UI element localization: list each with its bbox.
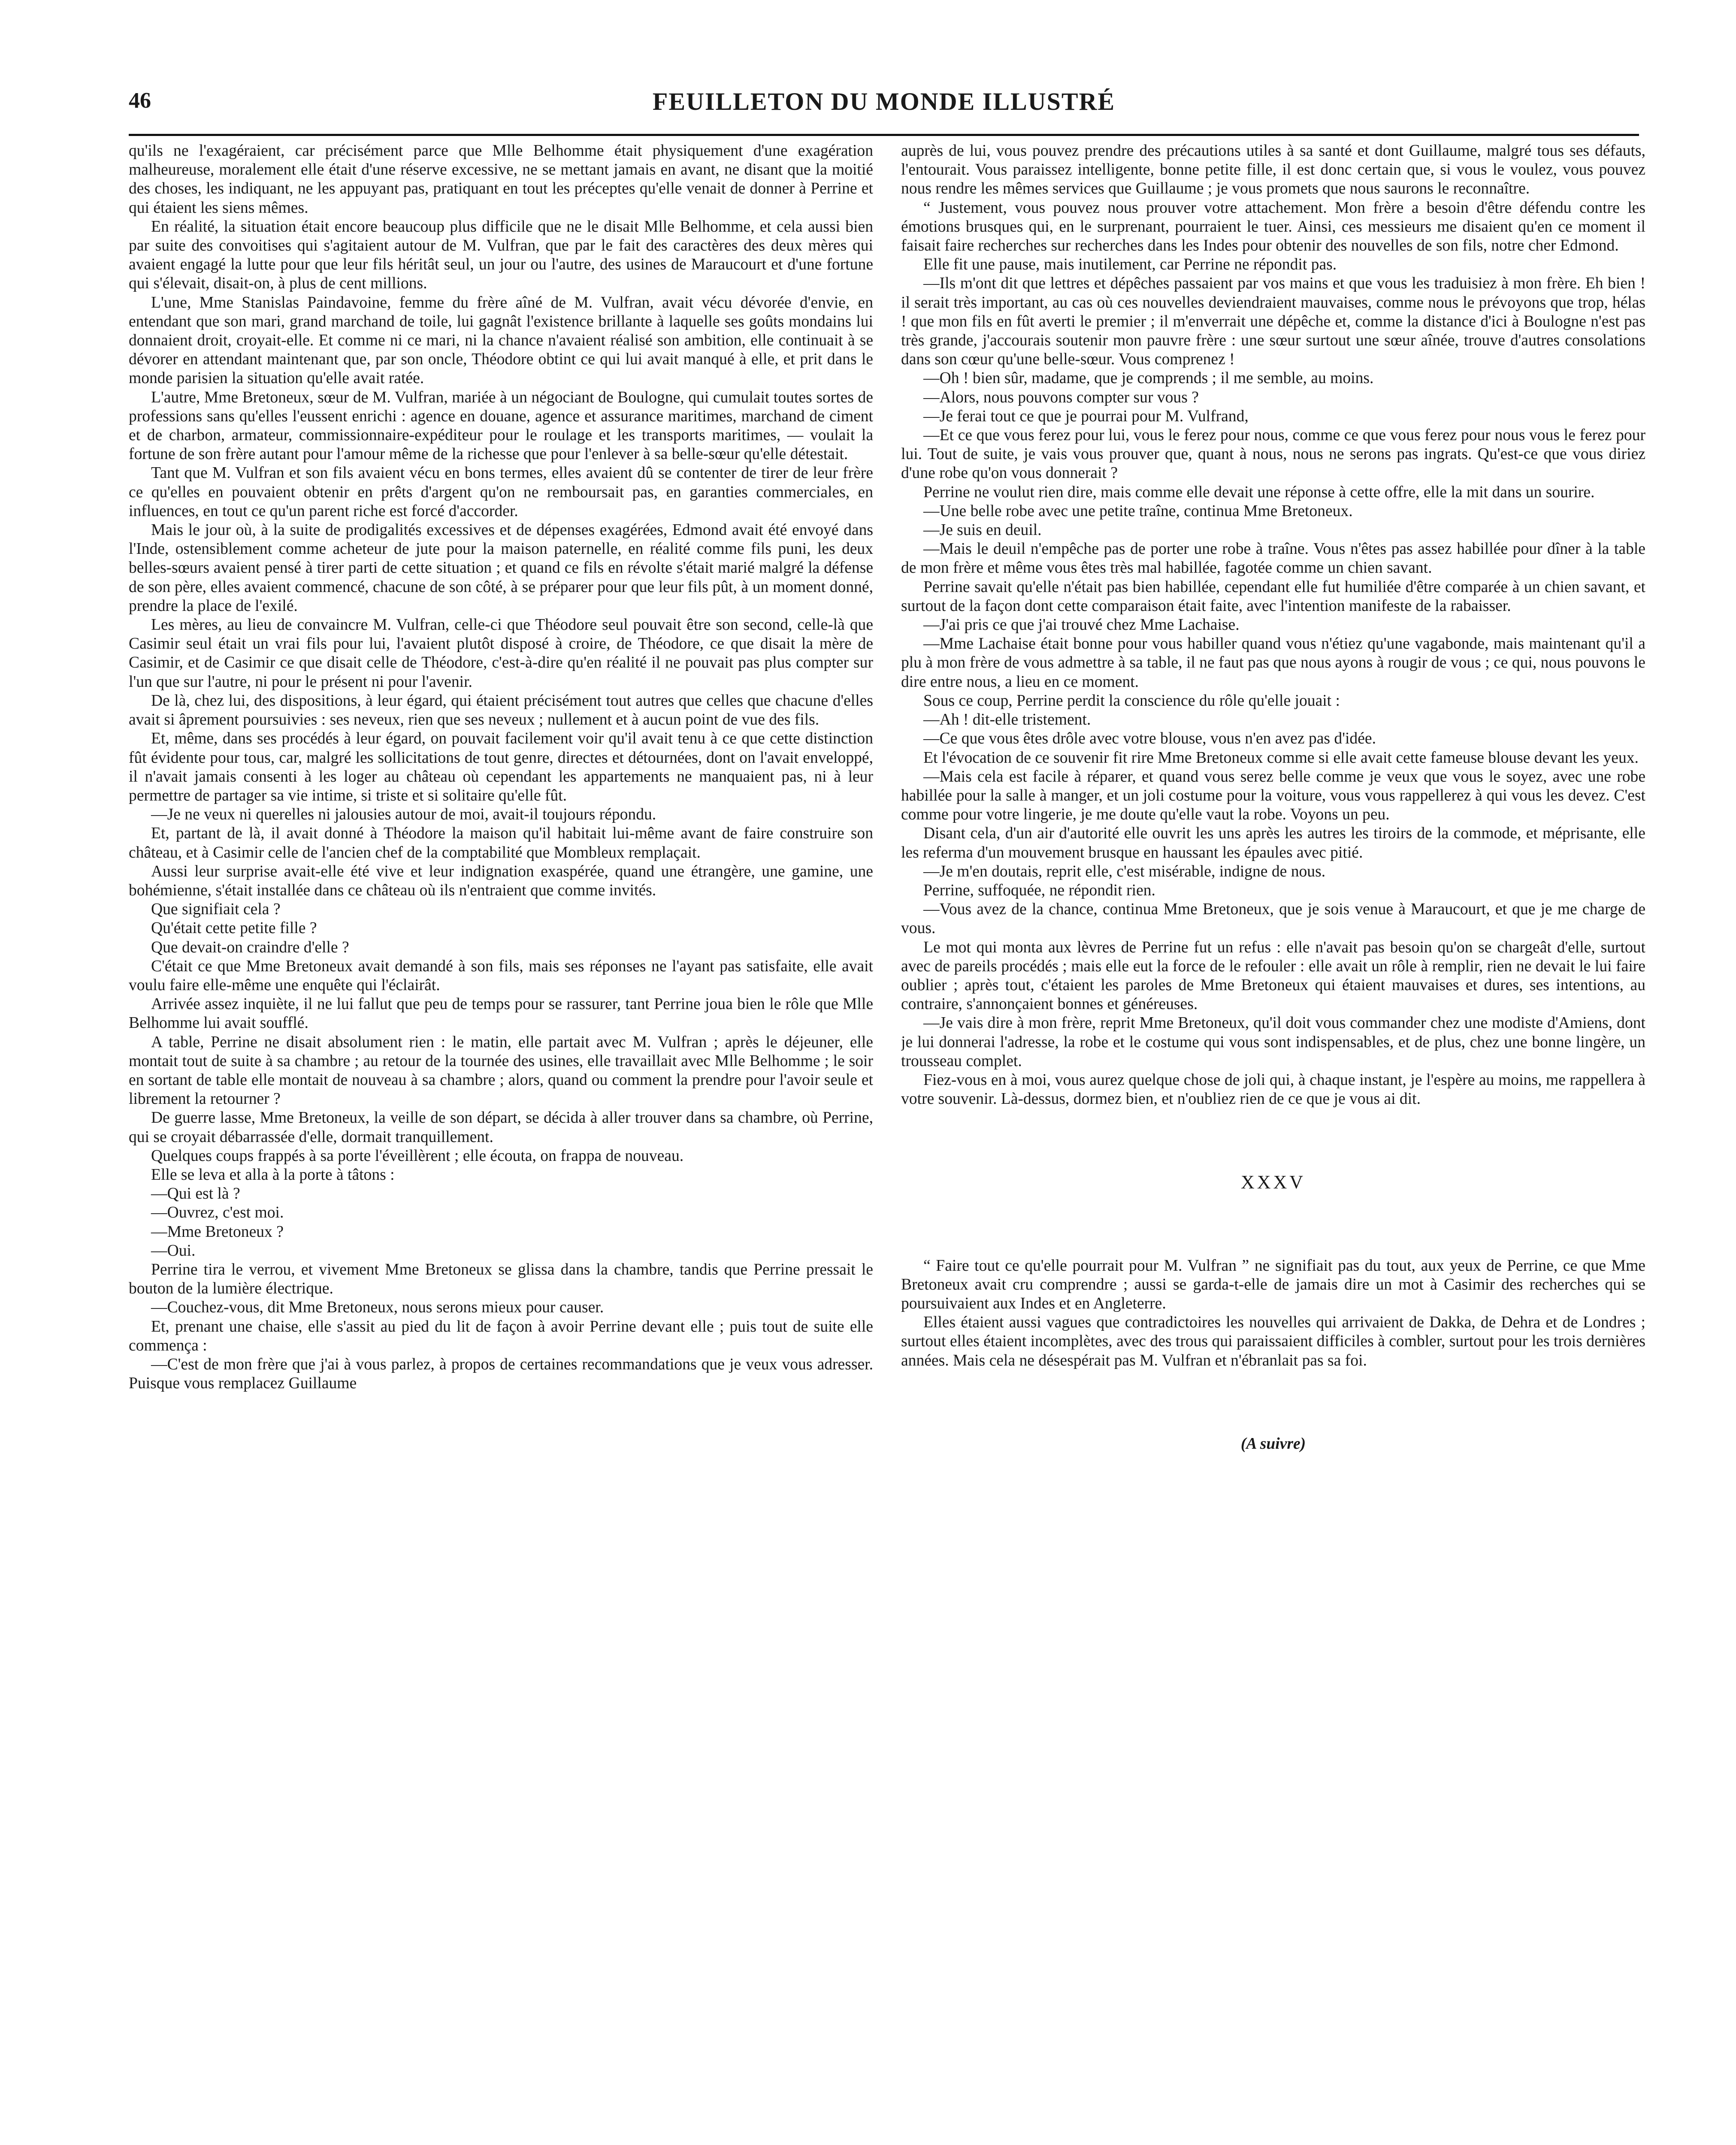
paragraph: Sous ce coup, Perrine perdit la conscience du rôle qu'elle jouait : [923,692,1340,710]
paragraph: —Ils m'ont dit que lettres et dépêches passaient par vos mains et que vous les traduisiez à mon frère. Eh bien ! il serait très important, au cas où ces nouvelles deviendraient mauvaises, comme nous le prévoyons que trop, hélas ! que mon fils en fût averti le premier ; il m'enverrait une dépêche et, comme la distance d'ici à Boulogne n'est pas très grande, j'accourais soutenir mon pauvre frère : une sœur surtout une sœur aînée, trouve d'autres consolations dans son cœur qu'une belle-sœur. Vous comprenez ! [901,275,1645,369]
chapter-body [901,1257,1645,1370]
paragraph: L'autre, Mme Bretoneux, sœur de M. Vulfran, mariée à un négociant de Boulogne, qui cumulait toutes sortes de professions sans qu'elles l'eussent enrichi : agence en douane, agence et assurance maritimes, marchand de ciment et de charbon, armateur, commissionnaire-expéditeur pour le roulage et les transports maritimes, — voulait la fortune de son frère autant pour l'amour même de la richesse que pour l'enlever à sa belle-sœur qu'elle détestait. [129,388,873,463]
paragraph: “ Faire tout ce qu'elle pourrait pour M. Vulfran ” ne signifiait pas du tout, aux yeux de Perrine, ce que Mme Bretoneux avait cru comprendre ; aussi se garda-t-elle de jamais dire un mot à Casimir des recherches qui se poursuivaient aux Indes et en Angleterre. [901,1257,1645,1312]
paragraph: —Ah ! dit-elle tristement. [923,711,1091,729]
paragraph: Que devait-on craindre d'elle ? [151,938,349,956]
paragraph: —Mme Lachaise était bonne pour vous habiller quand vous n'étiez qu'une vagabonde, mais maintenant qu'il a plu à mon frère de vous admettre à sa table, il ne faut pas que nous ayons à rougir de vous ; ce qui, nous pouvons le dire entre nous, a lieu en ce moment. [901,635,1645,691]
paragraph: Les mères, au lieu de convaincre M. Vulfran, celle-ci que Théodore seul pouvait être son second, celle-là que Casimir seul était un vrai fils pour lui, l'avaient plutôt disposé à croire, de Théodore, ce que disait la mère de Casimir, et de Casimir ce que disait celle de Théodore, c'est-à-dire qu'en réalité il ne pouvait pas plus compter sur l'un que sur l'autre, ni pour le présent ni pour l'avenir. [129,616,873,691]
paragraph: —Je suis en deuil. [923,521,1042,539]
paragraph: —Et ce que vous ferez pour lui, vous le ferez pour nous, comme ce que vous ferez pour nous vous le ferez pour lui. Tout de suite, je vais vous prouver que, quant à nous, nous ne serons pas ingrats. Qu'est-ce que vous diriez d'une robe qu'on vous donnerait ? [901,426,1645,482]
left-column [129,142,873,2145]
paragraph: —Qui est là ? [151,1185,240,1203]
paragraph: Arrivée assez inquiète, il ne lui fallut que peu de temps pour se rassurer, tant Perrine joua bien le rôle que Mlle Belhomme lui avait soufflé. [129,995,873,1032]
paragraph: Fiez-vous en à moi, vous aurez quelque chose de joli qui, à chaque instant, je l'espère au moins, me rappellera à votre souvenir. Là-dessus, dormez bien, et n'oubliez rien de ce que je vous ai dit. [901,1071,1645,1108]
paragraph: —J'ai pris ce que j'ai trouvé chez Mme Lachaise. [923,616,1240,634]
paragraph: —Mme Bretoneux ? [151,1223,284,1241]
chapter-heading: XXXV [1240,1172,1306,1193]
paragraph: —Ouvrez, c'est moi. [151,1204,284,1222]
paragraph: —Couchez-vous, dit Mme Bretoneux, nous serons mieux pour causer. [151,1299,604,1317]
paragraph: —Vous avez de la chance, continua Mme Bretoneux, que je sois venue à Maraucourt, et que je me charge de vous. [901,900,1645,937]
paragraph: Elles étaient aussi vagues que contradictoires les nouvelles qui arrivaient de Dakka, de Dehra et de Londres ; surtout elles étaient incomplètes, avec des trous qui paraissaient difficiles à combler, surtout pour les trois dernières années. Mais cela ne désespérait pas M. Vulfran et n'ébranlait pas sa foi. [901,1314,1645,1369]
paragraph: Elle se leva et alla à la porte à tâtons : [151,1166,395,1184]
paragraph: Qu'était cette petite fille ? [151,919,317,937]
paragraph: —Je vais dire à mon frère, reprit Mme Bretoneux, qu'il doit vous commander chez une modiste d'Amiens, dont je lui donnerai l'adresse, la robe et le costume qui vous sont indispensables, et de plus, chez une bonne lingère, un trousseau complet. [901,1014,1645,1070]
paragraph: —Je ferai tout ce que je pourrai pour M. Vulfrand, [923,407,1249,425]
paragraph: Et, même, dans ses procédés à leur égard, on pouvait facilement voir qu'il avait tenu à ce que cette distinction fût évidente pour tous, car, malgré les sollicitations de tout genre, directes et détournées, dont on l'avait enveloppé, il n'avait jamais consenti à les loger au château où cependant les appartements ne manquaient pas, ni à leur permettre de partager sa vie intime, si triste et si solitaire qu'elle fût. [129,730,873,804]
to-be-continued: (A suivre) [1240,1435,1306,1453]
paragraph: Elle fit une pause, mais inutilement, car Perrine ne répondit pas. [923,256,1337,274]
paragraph: L'une, Mme Stanislas Paindavoine, femme du frère aîné de M. Vulfran, avait vécu dévorée d'envie, en entendant que son mari, grand marchand de toile, lui gagnât l'existence brillante à laquelle ses goûts mondains lui donnaient droit, croyait-elle. Et comme ni ce mari, ni la chance n'avaient réalisé son ambition, elle continuait à se dévorer en attendant maintenant que, par son oncle, Théodore obtint ce qui lui avait manqué à elle, et prit dans le monde parisien la situation qu'elle avait ratée. [129,293,873,387]
paragraph: —Je ne veux ni querelles ni jalousies autour de moi, avait-il toujours répondu. [151,806,656,824]
paragraph: Quelques coups frappés à sa porte l'éveillèrent ; elle écouta, on frappa de nouveau. [151,1147,684,1165]
paragraph: Et, prenant une chaise, elle s'assit au pied du lit de façon à avoir Perrine devant elle ; puis tout de suite elle commença : [129,1317,873,1354]
paragraph: Perrine ne voulut rien dire, mais comme elle devait une réponse à cette offre, elle la mit dans un sourire. [923,483,1595,501]
paragraph: Et, partant de là, il avait donné à Théodore la maison qu'il habitait lui-même avant de faire construire son château, et à Casimir celle de l'ancien chef de la comptabilité que Mombleux remplaçait. [129,825,873,861]
paragraph: “ Justement, vous pouvez nous prouver votre attachement. Mon frère a besoin d'être défendu contre les émotions brusques qui, en le surprenant, pourraient le tuer. Ainsi, ces messieurs me disaient qu'en ce moment il faisait faire recherches sur recherches dans les Indes pour obtenir des nouvelles de son fils, notre cher Edmond. [901,199,1645,255]
paragraph: —Oui. [151,1242,196,1260]
right-column [901,142,1645,2145]
header-rule [129,134,1639,136]
page-number: 46 [129,88,151,113]
paragraph: —Alors, nous pouvons compter sur vous ? [923,388,1199,406]
paragraph: En réalité, la situation était encore beaucoup plus difficile que ne le disait Mlle Belhomme, et cela aussi bien par suite des convoitises qui s'agitaient autour de M. Vulfran, que par le fait des caractères des deux mères qui avaient engagé la lutte pour que leur fils héritât seul, un jour ou l'autre, des usines de Maraucourt et d'une fortune qui s'élevait, disait-on, à plus de cent millions. [129,218,873,293]
paragraph: Tant que M. Vulfran et son fils avaient vécu en bons termes, elles avaient dû se contenter de tirer de leur frère ce qu'elles en pouvaient obtenir en prêts d'argent qu'on ne remboursait pas, en garanties commerciales, en influences, en tout ce qu'un parent riche est forcé d'accorder. [129,464,873,520]
paragraph: Que signifiait cela ? [151,900,281,918]
paragraph: qu'ils ne l'exagéraient, car précisément parce que Mlle Belhomme était physiquement d'une exagération malheureuse, moralement elle était d'une réserve excessive, ne se mettant jamais en avant, ne disant que la moitié des choses, les indiquant, ne les appuyant pas, pratiquant en tout les préceptes qu'elle venait de donner à Perrine et qui étaient les siens mêmes. [129,142,873,217]
paragraph: Le mot qui monta aux lèvres de Perrine fut un refus : elle n'avait pas besoin qu'on se chargeât d'elle, surtout avec de pareils procédés ; mais elle eut la force de le refouler : elle avait un rôle à remplir, rien ne devait le lui faire oublier ; après tout, c'étaient les paroles de Mme Bretoneux qui étaient mauvaises et dures, ses intentions, au contraire, s'annonçaient bonnes et généreuses. [901,938,1645,1013]
paragraph: —Ce que vous êtes drôle avec votre blouse, vous n'en avez pas d'idée. [923,730,1376,748]
paragraph: Perrine savait qu'elle n'était pas bien habillée, cependant elle fut humiliée d'être comparée à un chien savant, et surtout de la façon dont cette comparaison était faite, avec l'intention manifeste de la rabaisser. [901,578,1645,615]
paragraph: Perrine, suffoquée, ne répondit rien. [923,881,1155,899]
paragraph: —Mais le deuil n'empêche pas de porter une robe à traîne. Vous n'êtes pas assez habillée pour dîner à la table de mon frère et même vous êtes très mal habillée, fagotée comme un chien savant. [901,540,1645,577]
paragraph: Perrine tira le verrou, et vivement Mme Bretoneux se glissa dans la chambre, tandis que Perrine pressait le bouton de la lumière électrique. [129,1260,873,1298]
paragraph: Mais le jour où, à la suite de prodigalités excessives et de dépenses exagérées, Edmond avait été envoyé dans l'Inde, ostensiblement comme acheteur de jute pour la maison paternelle, en réalité comme fils puni, les deux belles-sœurs avaient pensé à tirer parti de cette situation ; et quand ce fils en révolte s'était marié malgré la défense de son père, elles avaient commencé, chacune de son côté, à se préparer pour que leur fils pût, à un moment donné, prendre la place de l'exilé. [129,521,873,615]
paragraph: De guerre lasse, Mme Bretoneux, la veille de son départ, se décida à aller trouver dans sa chambre, où Perrine, qui se croyait débarrassée d'elle, dormait tranquillement. [129,1109,873,1146]
paragraph: —C'est de mon frère que j'ai à vous parlez, à propos de certaines recommandations que je veux vous adresser. Puisque vous remplacez Guillaume [129,1356,873,1393]
right-column-body [901,142,1645,1109]
paragraph: —Je m'en doutais, reprit elle, c'est misérable, indigne de nous. [923,862,1326,880]
paragraph: A table, Perrine ne disait absolument rien : le matin, elle partait avec M. Vulfran ; après le déjeuner, elle montait tout de suite à sa chambre ; au retour de la tournée des usines, elle travaillait avec Mlle Belhomme ; le soir en sortant de table elle montait de nouveau à sa chambre ; alors, quand ou comment la prendre pour l'avoir seule et librement la retourner ? [129,1033,873,1108]
paragraph: —Mais cela est facile à réparer, et quand vous serez belle comme je veux que vous le soyez, avec une robe habillée pour la salle à manger, et un joli costume pour la voiture, vous vous rappellerez à qui vous les devez. C'est comme pour votre lingerie, je me doute qu'elle vaut la robe. Voyons un peu. [901,767,1645,824]
page-header [129,84,1639,135]
paragraph: De là, chez lui, des dispositions, à leur égard, qui étaient précisément tout autres que celles que chacune d'elles avait si âprement poursuivies : ses neveux, rien que ses neveux ; nullement et à aucun point de vue des fils. [129,692,873,729]
paragraph: Disant cela, d'un air d'autorité elle ouvrit les uns après les autres les tiroirs de la commode, et méprisante, elle les referma d'un mouvement brusque en haussant les épaules avec pitié. [901,825,1645,861]
paragraph: —Une belle robe avec une petite traîne, continua Mme Bretoneux. [923,502,1353,520]
running-title: FEUILLETON DU MONDE ILLUSTRÉ [652,88,1116,115]
paragraph: Et l'évocation de ce souvenir fit rire Mme Bretoneux comme si elle avait cette fameuse blouse devant les yeux. [923,749,1639,767]
paragraph: auprès de lui, vous pouvez prendre des précautions utiles à sa santé et dont Guillaume, malgré tous ses défauts, l'entourait. Vous paraissez intelligente, bonne petite fille, il est donc certain que, si vous le voulez, vous pouvez nous rendre les mêmes services que Guillaume ; je vous promets que nous saurons le reconnaître. [901,142,1645,198]
paragraph: Aussi leur surprise avait-elle été vive et leur indignation exaspérée, quand une étrangère, une gamine, une bohémienne, s'était installée dans ce château où ils n'entraient que comme invités. [129,862,873,899]
paragraph: —Oh ! bien sûr, madame, que je comprends ; il me semble, au moins. [923,369,1374,387]
paragraph: C'était ce que Mme Bretoneux avait demandé à son fils, mais ses réponses ne l'ayant pas satisfaite, elle avait voulu faire elle-même une enquête qui l'éclairât. [129,957,873,994]
